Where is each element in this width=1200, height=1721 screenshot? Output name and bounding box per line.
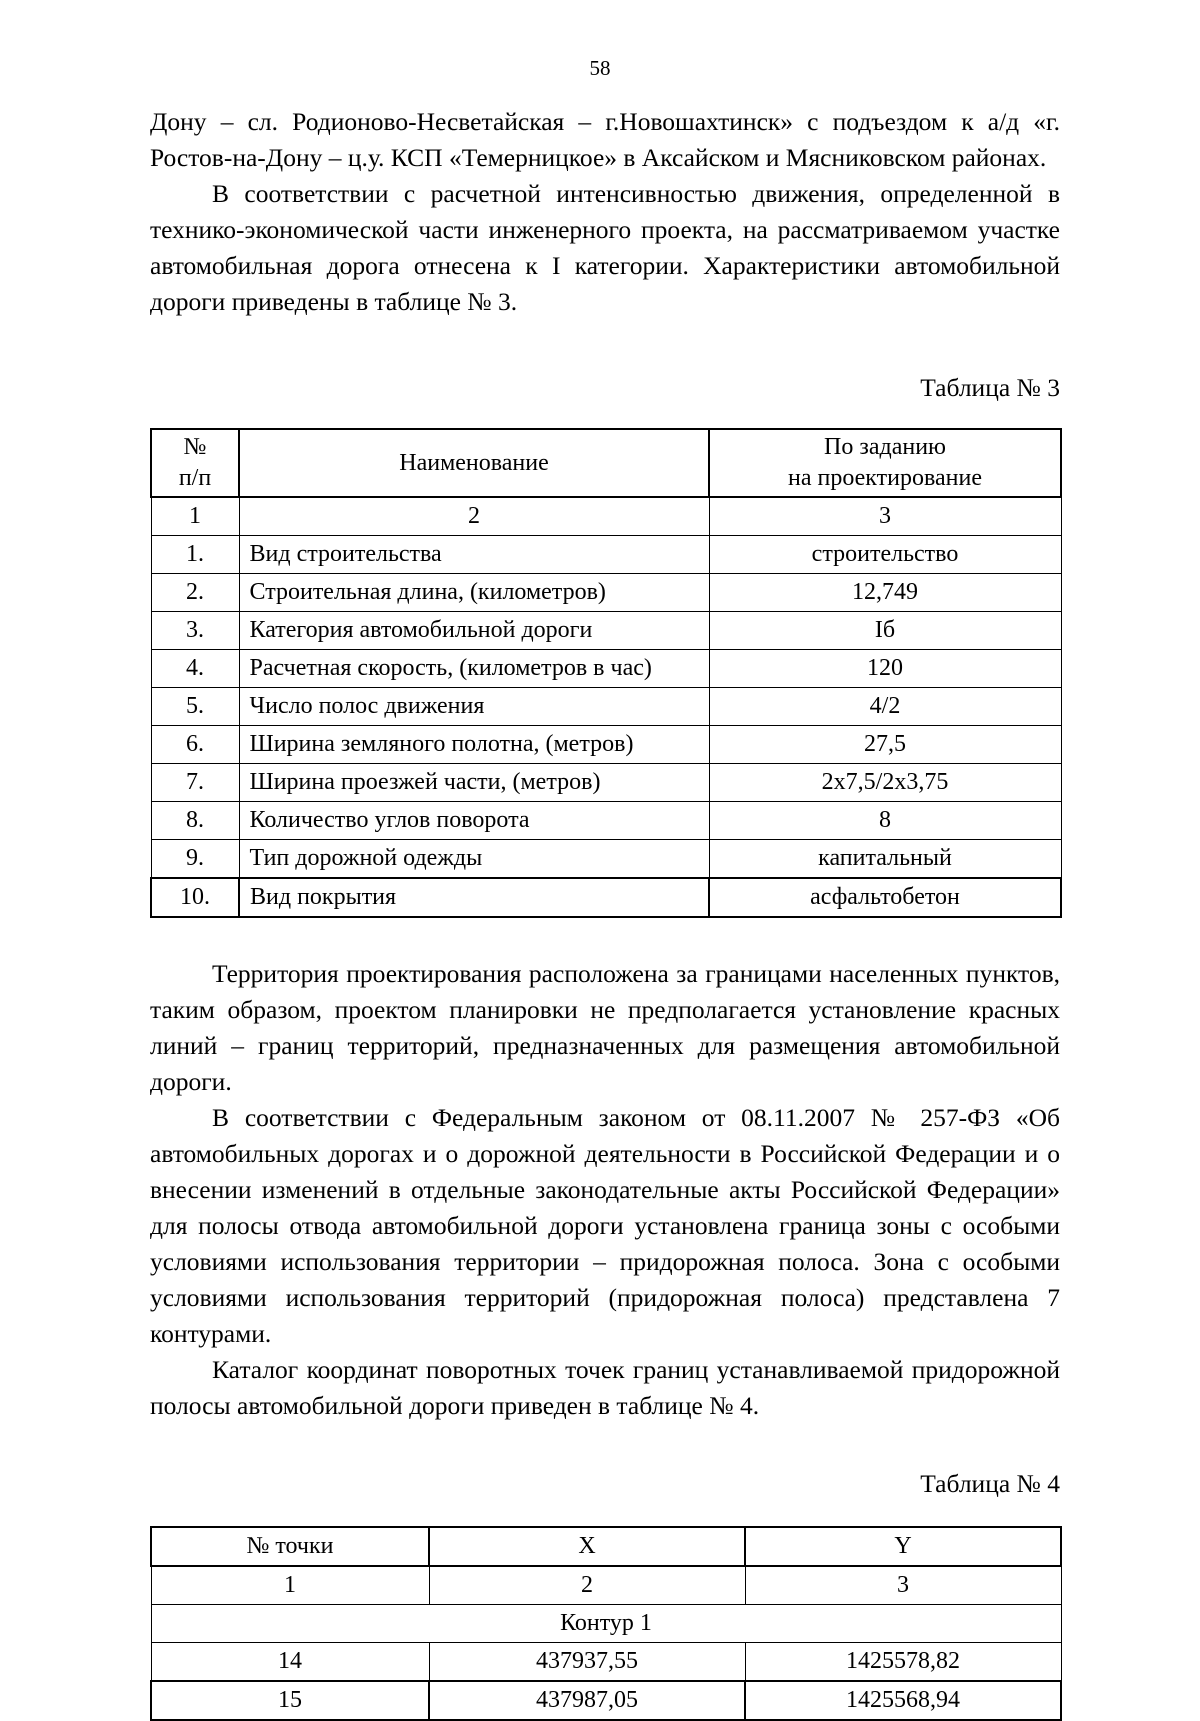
row-value: 12,749 — [709, 574, 1061, 612]
row-name: Тип дорожной одежды — [239, 840, 709, 879]
numbering-cell-1: 1 — [151, 1566, 429, 1605]
table-row — [151, 574, 1061, 612]
table4-caption: Таблица № 4 — [920, 1469, 1060, 1498]
row-number: 5. — [151, 688, 239, 726]
table-header-row — [151, 1527, 1061, 1566]
table-header-row — [151, 429, 1061, 497]
table-group-row — [151, 1605, 1061, 1643]
table4-body — [151, 1566, 1061, 1720]
header-cell-task — [709, 429, 1061, 497]
spacer-before-table3-caption — [150, 320, 1060, 370]
row-number: 10. — [151, 878, 239, 917]
row-name: Категория автомобильной дороги — [239, 612, 709, 650]
point-number: 15 — [151, 1681, 429, 1720]
table-coordinates — [150, 1526, 1062, 1721]
header-cell-y: Y — [745, 1527, 1061, 1566]
table-numbering-row — [151, 497, 1061, 536]
row-value: 4/2 — [709, 688, 1061, 726]
table-row — [151, 1681, 1061, 1720]
paragraph-5: Каталог координат поворотных точек границ устанавливаемой придорожной полосы автомобильной дороги приведен в таблице № 4. — [150, 1355, 1060, 1420]
row-number: 4. — [151, 650, 239, 688]
spacer-after-table4-caption — [150, 1502, 1060, 1526]
numbering-cell-3: 3 — [745, 1566, 1061, 1605]
page-number: 58 — [589, 56, 611, 80]
row-value: 120 — [709, 650, 1061, 688]
row-name: Ширина земляного полотна, (метров) — [239, 726, 709, 764]
table-row — [151, 726, 1061, 764]
paragraph-3: Территория проектирования расположена за границами населенных пунктов, таким образом, проектом планировки не предполагается установление красных линий – границ территорий, предназначенных для размещения автомобильной дороги. — [150, 959, 1060, 1096]
row-number: 1. — [151, 536, 239, 574]
row-number: 6. — [151, 726, 239, 764]
table-numbering-row — [151, 1566, 1061, 1605]
paragraph-2: В соответствии с расчетной интенсивностью движения, определенной в технико-экономической части инженерного проекта, на рассматриваемом участке автомобильная дорога отнесена к I категории. Характеристики автомобильной дороги приведены в таблице № 3. — [150, 179, 1060, 316]
header-cell-number — [151, 429, 239, 497]
table-characteristics — [150, 428, 1062, 918]
numbering-cell-1: 1 — [151, 497, 239, 536]
row-value: 2х7,5/2х3,75 — [709, 764, 1061, 802]
paragraph-4: В соответствии с Федеральным законом от 08.11.2007 № 257-ФЗ «Об автомобильных дорогах и о дорожной деятельности в Российской Федерации и о внесении изменений в отдельные законодательные акты Российской Федерации» для полосы отвода автомобильной дороги установлена граница зоны с особыми условиями использования территории – придорожная полоса. Зона с особыми условиями использования территорий (придорожная полоса) представлена 7 контурами. — [150, 1103, 1060, 1348]
row-number: 8. — [151, 802, 239, 840]
table-row — [151, 650, 1061, 688]
table-row — [151, 688, 1061, 726]
point-x: 437987,05 — [429, 1681, 745, 1720]
point-x: 437937,55 — [429, 1643, 745, 1682]
row-name: Вид покрытия — [239, 878, 709, 917]
point-y: 1425578,82 — [745, 1643, 1061, 1682]
row-value: асфальтобетон — [709, 878, 1061, 917]
table-row — [151, 878, 1061, 917]
row-name: Вид строительства — [239, 536, 709, 574]
header-cell-x: X — [429, 1527, 745, 1566]
header-cell-name: Наименование — [239, 429, 709, 497]
table3-body — [151, 497, 1061, 917]
row-value: 8 — [709, 802, 1061, 840]
row-number: 2. — [151, 574, 239, 612]
page-content — [150, 104, 1060, 1721]
table3-wrapper — [150, 428, 1060, 918]
row-name: Количество углов поворота — [239, 802, 709, 840]
contour-group-label: Контур 1 — [151, 1605, 1061, 1643]
point-y: 1425568,94 — [745, 1681, 1061, 1720]
spacer-before-table4-caption — [150, 1424, 1060, 1466]
paragraph-1: Дону – сл. Родионово-Несветайская – г.Новошахтинск» с подъездом к а/д «г. Ростов-на-Дону – ц.у. КСП «Темерницкое» в Аксайском и Мясниковском районах. — [150, 107, 1060, 172]
point-number: 14 — [151, 1643, 429, 1682]
row-name: Число полос движения — [239, 688, 709, 726]
row-value: строительство — [709, 536, 1061, 574]
header-cell-point-number: № точки — [151, 1527, 429, 1566]
row-number: 7. — [151, 764, 239, 802]
row-number: 3. — [151, 612, 239, 650]
header-task-line1: По заданию — [824, 434, 946, 460]
table4-wrapper — [150, 1526, 1060, 1721]
table3-caption: Таблица № 3 — [920, 373, 1060, 402]
table-row — [151, 536, 1061, 574]
row-value: Iб — [709, 612, 1061, 650]
numbering-cell-2: 2 — [239, 497, 709, 536]
header-number-line2: п/п — [178, 465, 212, 491]
table-row — [151, 764, 1061, 802]
header-number-line1: № — [183, 434, 207, 460]
row-value: 27,5 — [709, 726, 1061, 764]
table-row — [151, 840, 1061, 879]
spacer-after-table3-caption — [150, 406, 1060, 428]
spacer-after-table3 — [150, 918, 1060, 956]
row-number: 9. — [151, 840, 239, 879]
numbering-cell-2: 2 — [429, 1566, 745, 1605]
table-row — [151, 1643, 1061, 1682]
row-name: Ширина проезжей части, (метров) — [239, 764, 709, 802]
header-task-line2: на проектирование — [788, 465, 982, 491]
table-row — [151, 802, 1061, 840]
table-row — [151, 612, 1061, 650]
row-name: Строительная длина, (километров) — [239, 574, 709, 612]
row-name: Расчетная скорость, (километров в час) — [239, 650, 709, 688]
numbering-cell-3: 3 — [709, 497, 1061, 536]
row-value: капитальный — [709, 840, 1061, 879]
